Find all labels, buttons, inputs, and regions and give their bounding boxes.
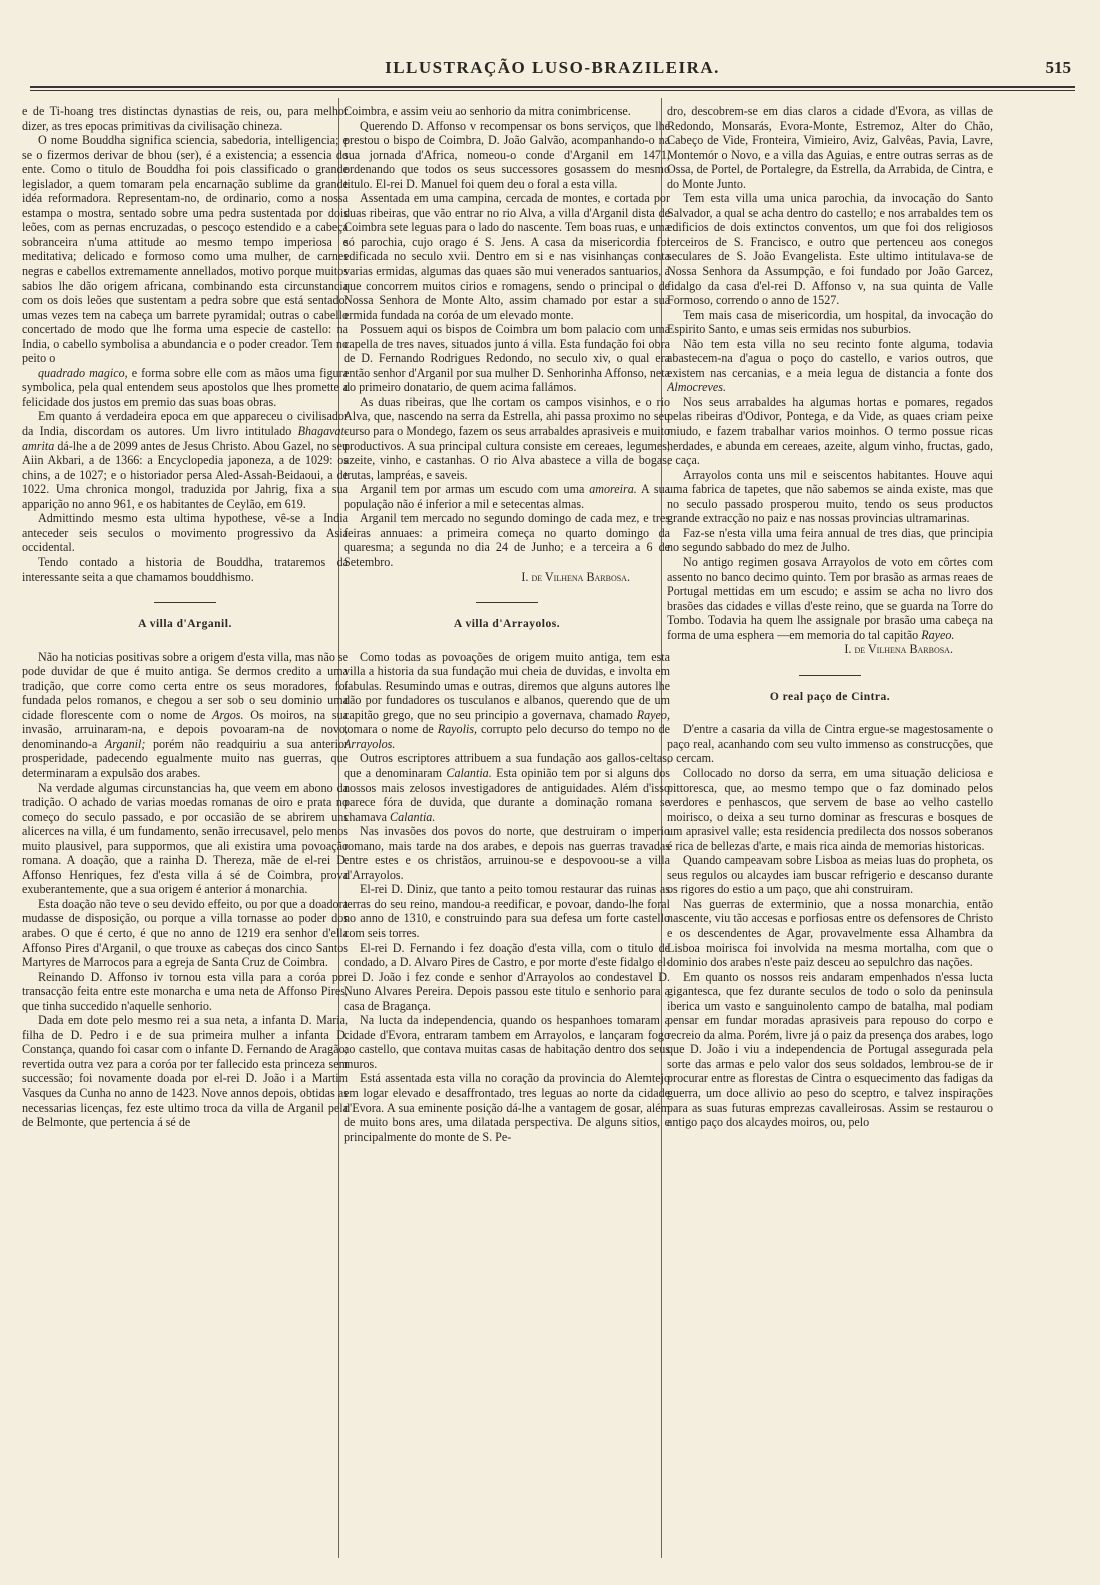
paragraph: Collocado no dorso da serra, em uma situação deliciosa e pittoresca, que, ao mesmo tempo que o faz dominado pelos verdores e penhascos, que servem de base ao velho castello moirisco, o deixa a seu turno dominar as frescuras e bosques de um aprasivel valle; esta residencia predilecta dos nossos soberanos é rica de bellezas d'arte, e mais rica ainda de memorias historicas. — [667, 765, 993, 853]
paragraph: Tendo contado a historia de Bouddha, trataremos da interessante seita a que chamamos bouddhismo. — [22, 554, 348, 584]
paragraph: Esta doação não teve o seu devido effeito, ou por que a doadora mudasse de disposição, ou porque a villa tornasse ao poder dos arabes. O que é certo, é que no anno de 1219 era senhor d'ella Affonso Pires d'Arganil, o que trouxe as cabeças dos cinco Santos Martyres de Marrocos para a egreja de Santa Cruz de Coimbra. — [22, 896, 348, 970]
paragraph: Admittindo mesmo esta ultima hypothese, vê-se a India anteceder seis seculos o movimento progressivo da Asia occidental. — [22, 511, 348, 555]
text-run: tomara o nome de — [344, 722, 434, 737]
paragraph: Está assentada esta villa no coração da provincia do Alemtejo em logar elevado e desaffrontado, tres leguas ao norte da cidade d'Evora. A sua eminente posição dá-lhe a vantagem de gosar, além de muito bons ares, uma dilatada perspectiva. De alguns sitios, e principalmente do monte de S. Pe- — [344, 1071, 670, 1144]
paragraph: Dada em dote pelo mesmo rei a sua neta, a infanta D. Maria, filha de D. Pedro i e de sua primeira mulher a infanta D. Constança, quando foi casar com o infante D. Fernando de Aragão; revertida outra vez para a coróa por ter fallecido esta princeza sem successão; foi novamente doada por el-rei D. João i a Martim Vasques da Cunha no anno de 1423. Nove annos depois, obtidas as necessarias licenças, fez este ultimo troca da villa de Arganil pela de Belmonte, que pertencia á sé de — [22, 1013, 348, 1130]
emphasis: Argos. — [212, 707, 244, 722]
paragraph — [344, 482, 670, 511]
emphasis: Calantia. — [446, 765, 492, 780]
paragraph — [344, 650, 670, 752]
text-run: Não ha noticias positivas sobre a origem d'esta villa, mas não se pode duvidar de que é muito antiga. Se dermos credito a uma tradição, que corre como certa entre os seus moradores, foi fundada pelos romanos, e chegou a ser sob o seu dominio uma cidade florescente com o nome de — [22, 649, 348, 722]
text-run: No antigo regimen gosava Arrayolos de voto em côrtes com assento no banco decimo quinto. Tem por brasão as armas reaes de Portugal mettidas em um escudo; e assim se acha no livro dos brasões das cidades e villas d'este reino, que se guarda na Torre do Tombo. Todavia ha quem lhe assignale por brasão uma cabeça na forma de uma esphera —em memoria do tal capitão — [667, 554, 993, 642]
paragraph: Reinando D. Affonso iv tornou esta villa para a coróa por transacção feita entre este monarcha e uma neta de Affonso Pires, que tinha succedido n'aquelle senhorio. — [22, 969, 348, 1013]
paragraph: Arganil tem mercado no segundo domingo de cada mez, e tres feiras annuaes: a primeira começa no quarto domingo da quaresma; a segunda no dia 24 de Junho; e a terceira a 6 de Setembro. — [344, 511, 670, 569]
paragraph: Arrayolos conta uns mil e seiscentos habitantes. Houve aqui uma fabrica de tapetes, que não sabemos se ainda existe, mas que no seculo passado prosperou muito, tendo os seus productos grande extracção no paiz e nas nossas provincias ultramarinas. — [667, 467, 993, 526]
paragraph: dro, descobrem-se em dias claros a cidade d'Evora, as villas de Redondo, Monsarás, Evora-Monte, Estremoz, Alter do Chão, Cabeço de Vide, Fronteira, Vimieiro, Aviz, Galvêas, Pavia, Lavre, Montemór o Novo, e a villa das Aguias, e entre outras serras as de Ossa, de Portel, de Portalegre, da Estrella, da Arrabida, de Cintra, e do Monte Junto. — [667, 104, 993, 191]
paragraph: e de Ti-hoang tres distinctas dynastias de reis, ou, para melhor dizer, as tres epocas primitivas da civilisação chineza. — [22, 104, 348, 133]
publication-title: ILLUSTRAÇÃO LUSO-BRAZILEIRA. — [385, 58, 720, 77]
emphasis: Arrayolos. — [344, 736, 396, 751]
text-run: porém não readquiriu a sua anterior prosperidade, padecendo egualmente muito nas guerras, que determinaram a expulsão dos arabes. — [22, 736, 348, 780]
paragraph: Na verdade algumas circunstancias ha, que veem em abono da tradição. O achado de varias moedas romanas de oiro e prata no começo do seculo passado, e por occasião de se abrirem uns alicerces na villa, é um fundamento, senão irrecusavel, pelo menos muito plausivel, para suppormos, que ali existira uma povoação romana. A doação, que a rainha D. Thereza, mãe de el-rei D. Affonso Henriques, fez d'esta villa á sé de Coimbra, prova exuberantemente, que a sua origem é anterior á monarchia. — [22, 780, 348, 897]
emphasis: Almocreves. — [667, 380, 726, 395]
emphasis: Bhagavat-amrita — [22, 424, 348, 453]
paragraph: D'entre a casaria da villa de Cintra ergue-se magestosamente o paço real, acanhando com seu vulto immenso as construcções, que o cercam. — [667, 722, 993, 766]
text-run: Esta opinião tem por si alguns dos nossos mais zelosos investigadores de antiguidades. Além d'isso parece fóra de duvida, que durante a dominação romana se chamava — [344, 765, 670, 824]
paragraph: O nome Bouddha significa sciencia, sabedoria, intelligencia; e se o fizermos derivar de bhou (ser), é a existencia; a essencia do ente. Como o titulo de Bouddha foi pois classificado o grande legislador, a quem tomaram pela encarnação sublime da grande idéa reformadora. Representam-no, de ordinario, como a nossa estampa o mostra, sentado sobre uma pedra sustentada por dois leões, com as pernas encruzadas, o pescoço estendido e a cabeça sobranceira n'uma attitude ao mesmo tempo imperiosa e meditativa; delicado e formoso como uma mulher, de carnes negras e cabellos extremamente annellados, motivo porque muitos sabios lhe dão origem africana, combinando esta circunstancia com os dois leões que sustentam a pedra sobre que está sentado: umas vezes tem na cabeça um barrete pyramidal; outras o cabello concertado de modo que lhe forma uma especie de castello: na India, o cabello symbolisa a abundancia e o poder creador. Tem no peito o — [22, 133, 348, 366]
emphasis: Rayeo. — [921, 627, 955, 642]
masthead — [30, 58, 1075, 82]
paragraph — [22, 650, 348, 781]
paragraph — [667, 337, 993, 395]
paragraph: Tem mais casa de misericordia, um hospital, da invocação do Espirito Santo, e umas seis ermidas nos suburbios. — [667, 307, 993, 337]
text-run: Arganil tem por armas um escudo com uma — [360, 482, 585, 497]
header-rule — [30, 86, 1075, 88]
text-run: Os moiros, na sua invasão, arruinaram-na, e depois povoaram-na de novo, denominando-a — [22, 707, 348, 751]
section-rule — [476, 602, 538, 603]
section-rule — [154, 602, 216, 603]
paragraph: El-rei D. Diniz, que tanto a peito tomou restaurar das ruinas as terras do seu reino, mandou-a reedificar, e povoar, dando-lhe foral no anno de 1310, e construindo para sua defesa um forte castello com seis torres. — [344, 882, 670, 940]
paragraph — [22, 409, 348, 511]
text-run: Como todas as povoações de origem muito antiga, tem esta villa a historia da sua fundação mui cheia de duvidas, e involta em fabulas. Resumindo umas e outras, diremos que alguns autores lhe dão por fundadores os tusculanos e albanos, querendo que de um capitão grego, que no seu principio a governava, chamado — [344, 649, 670, 722]
emphasis: quadrado magico, — [38, 365, 128, 380]
author-signature: I. de Vilhena Barbosa. — [844, 642, 953, 657]
emphasis: Rayeo, — [636, 707, 670, 722]
page-number: 515 — [1045, 58, 1071, 77]
text-run: e forma sobre elle com as mãos uma figura symbolica, pela qual entendem seus apostolos que lhes promette a felicidade dos justos em premio das suas boas obras. — [22, 365, 348, 409]
paragraph: Nas guerras de exterminio, que a nossa monarchia, então nascente, viu tão accesas e porfiosas entre os defensores de Christo e os descendentes de Agar, provavelmente essa Alhambra da Lisboa moirisca foi involvida na mesma mortalha, com que o dominio dos arabes n'este paiz desceu ao sepulchro das nações. — [667, 896, 993, 970]
paragraph: Coimbra, e assim veiu ao senhorio da mitra conimbricense. — [344, 104, 631, 118]
section-heading-cintra: O real paço de Cintra. — [769, 690, 891, 703]
header-rule-thin — [30, 90, 1075, 91]
text-run: Não tem esta villa no seu recinto fonte alguma, todavia abastecem-na d'agua o poço do castello, e varios outros, que existem nas cercanias, e a meia legua de distancia a fonte dos — [667, 336, 993, 380]
section-rule — [799, 675, 861, 676]
paragraph: Quando campeavam sobre Lisboa as meias luas do propheta, os seus regulos ou alcaydes iam buscar refrigerio e descanso durante os rigores do estio a um paço, que ahi construiram. — [667, 853, 993, 897]
paragraph: Assentada em uma campina, cercada de montes, e cortada por duas ribeiras, que vão entrar no rio Alva, a villa d'Arganil dista de Coimbra sete leguas para o lado do nascente. Tem boas ruas, e uma só parochia, cujo orago é S. Jens. A casa da misericordia foi edificada no seculo xvii. Dentro em si e nas visinhanças conta varias ermidas, algumas das quaes são mui venerados santuarios, a que concorrem muitos cirios e romagens, sendo o principal o de Nossa Senhora de Monte Alto, assim chamado por estar a sua ermida fundada na coróa de um elevado monte. — [344, 191, 670, 322]
paragraph — [344, 751, 670, 824]
text-run: Em quanto á verdadeira epoca em que appareceu o civilisador da India, discordam os autores. Um livro intitulado — [22, 409, 348, 439]
paragraph: Faz-se n'esta villa uma feira annual de tres dias, que principia no segundo sabbado do mez de Julho. — [667, 525, 993, 555]
emphasis: Calantia. — [390, 809, 436, 824]
paragraph: Possuem aqui os bispos de Coimbra um bom palacio com uma capella de tres naves, situados junto á villa. Esta fundação foi obra de D. Fernando Rodrigues Redondo, no seculo xiv, o qual era então senhor d'Arganil por sua mulher D. Senhorinha Affonso, neta do primeiro donatario, de quem acima fallámos. — [344, 322, 670, 395]
column-1 — [22, 104, 348, 1564]
section-heading-arganil: A villa d'Arganil. — [138, 618, 232, 631]
paragraph: Nos seus arrabaldes ha algumas hortas e pomares, regados pelas ribeiras d'Odivor, Pontega, e da Vide, as quaes criam peixe miudo, e fazem trabalhar varios moinhos. O termo possue ricas herdades, e abunda em cereaes, azeite, algum vinho, fructas, gado, e caça. — [667, 394, 993, 468]
paragraph: Querendo D. Affonso v recompensar os bons serviços, que lhe prestou o bispo de Coimbra, D. João Galvão, acompanhando-o na sua jornada d'Africa, nomeou-o conde d'Arganil em 1471, ordenando que todos os seus successores gosassem do mesmo titulo. El-rei D. Manuel foi quem deu o foral a esta villa. — [344, 118, 670, 191]
paragraph: Em quanto os nossos reis andaram empenhados n'essa lucta gigantesca, que fez durante seculos de todo o solo da peninsula iberica um vasto e sanguinolento campo de batalha, mal podiam pensar em fundar moradas aprasiveis para repouso do corpo e recreio da alma. Porém, livre já o paiz da presença dos arabes, logo que D. João i viu a independencia de Portugal assegurada pela sorte das armas e pelo valor dos seus soldados, lembrou-se de ir procurar entre as florestas de Cintra o esquecimento das fadigas da guerra, um doce allivio ao peso do sceptro, e talvez inspirações para as suas futuras emprezas cavalleirosas. Assim se restaurou o antigo paço dos alcaydes moiros, ou, pelo — [667, 969, 993, 1130]
column-2 — [344, 104, 670, 1564]
paragraph: El-rei D. Fernando i fez doação d'esta villa, com o titulo de condado, a D. Alvaro Pires de Castro, e por morte d'este fidalgo el-rei D. João i fez conde e senhor d'Arrayolos ao condestavel D. Nuno Alvares Pereira. Depois passou este titulo e senhorio para a casa de Bragança. — [344, 940, 670, 1013]
paragraph: Nas invasões dos povos do norte, que destruiram o imperio romano, mais tarde na dos arabes, e depois nas guerras travadas entre estes e os christãos, arruinou-se e despovoou-se a villa d'Arrayolos. — [344, 824, 670, 882]
text-run: corrupto pelo decurso do tempo no de — [481, 722, 670, 737]
paragraph: Tem esta villa uma unica parochia, da invocação do Santo Salvador, a qual se acha dentro do castello; e nos arrabaldes tem os edificios de dois extinctos conventos, um que foi dos religiosos terceiros de S. Francisco, e outro que pertenceu aos conegos seculares de S. João Evangelista. Este ultimo intitulava-se de Nossa Senhora da Assumpção, e foi fundado por João Garcez, fidalgo da casa d'el-rei D. Affonso v, na sua quinta de Valle Formoso, correndo o anno de 1527. — [667, 191, 993, 308]
section-heading-arrayolos: A villa d'Arrayolos. — [453, 618, 561, 631]
paragraph — [22, 366, 348, 410]
column-3 — [667, 104, 993, 1564]
paragraph — [667, 555, 993, 642]
emphasis: Rayolis, — [437, 722, 478, 737]
text-run: dá-lhe a de 2099 antes de Jesus Christo. Abou Gazel, no seu Aiin Akbari, a de 1366: a Encyclopedia japoneza, a de 1029: os chins, a de 1027; e o historiador persa Aled-Assah-Beidaoui, a de 1022. Uma chronica mongol, traduzida por Jahrig, fixa a sua apparição no anno 961, e os habitantes de Ceylão, em 619. — [22, 438, 348, 511]
paragraph: As duas ribeiras, que lhe cortam os campos visinhos, e o rio Alva, que, nascendo na serra da Estrella, ahi passa proximo no seu curso para o Mondego, fazem os seus arrabaldes aprasiveis e muito productivos. A sua principal cultura consiste em cereaes, legumes, azeite, vinho, e castanhas. O rio Alva abastece a villa de bogas, trutas, lampréas, e saveis. — [344, 394, 670, 482]
emphasis: Arganil; — [104, 736, 146, 751]
emphasis: amoreira. — [589, 482, 637, 497]
text-run: A sua população não é inferior a mil e setecentas almas. — [344, 482, 670, 511]
text-run: Outros escriptores attribuem a sua fundação aos gallos-celtas, que a denominaram — [344, 751, 670, 780]
paragraph: Na lucta da independencia, quando os hespanhoes tomaram a cidade d'Evora, entraram tambem em Arrayolos, e lançaram fogo ao castello, que contava muitas casas de habitação dentro dos seus muros. — [344, 1013, 670, 1071]
author-signature: I. de Vilhena Barbosa. — [521, 569, 630, 584]
